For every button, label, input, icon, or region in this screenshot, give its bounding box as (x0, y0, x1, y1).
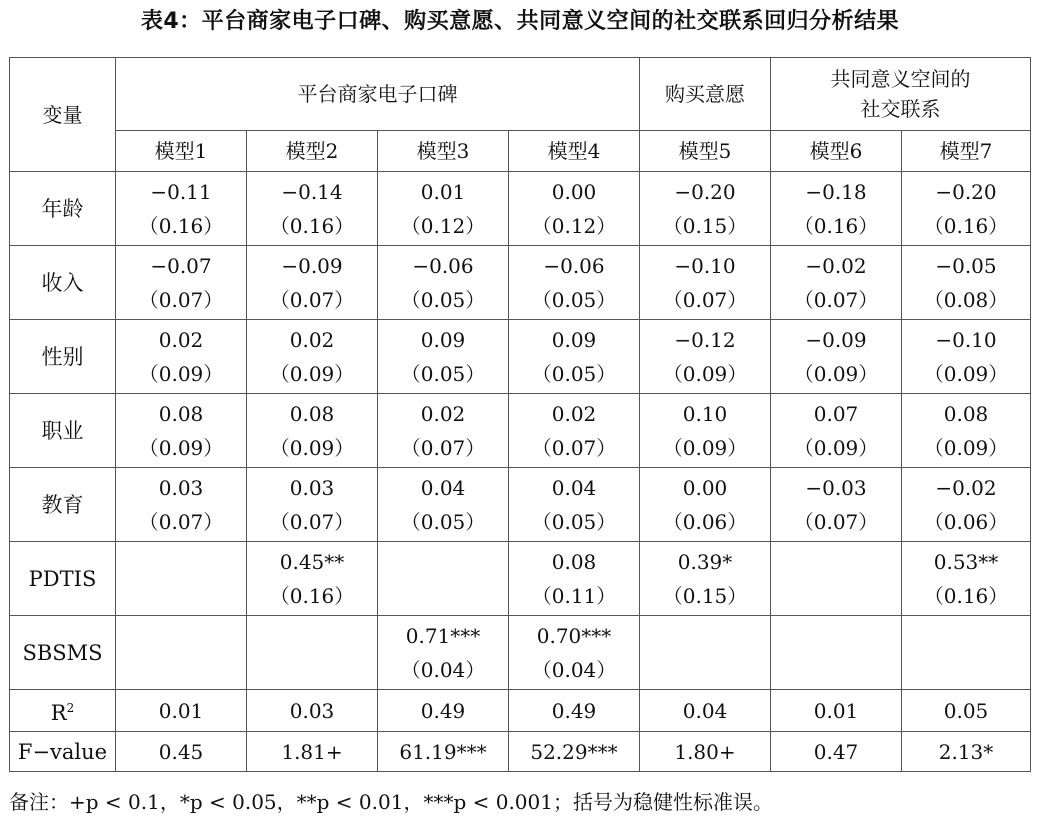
header-model-2: 模型2 (247, 131, 378, 172)
coefficient: 0.08 (551, 549, 597, 574)
table-cell (902, 394, 1031, 468)
r2-cell: 0.49 (509, 690, 640, 732)
header-group3-line2: 社交联系 (860, 97, 941, 121)
coefficient: 0.00 (682, 475, 728, 500)
standard-error (771, 653, 901, 687)
table-cell (247, 320, 378, 394)
coefficient (116, 619, 246, 653)
table-cell (116, 246, 247, 320)
coefficient: 0.09 (551, 327, 597, 352)
r2-cell: 0.05 (902, 690, 1031, 732)
fvalue-cell: 2.13* (902, 732, 1031, 772)
coefficient: −0.05 (935, 253, 997, 278)
row-label: SBSMS (10, 616, 116, 690)
standard-error: （0.07） (269, 509, 355, 534)
standard-error: （0.16） (138, 213, 224, 238)
coefficient: 0.02 (289, 327, 335, 352)
coefficient (771, 545, 901, 579)
row-label: 职业 (10, 394, 116, 468)
header-group-platform-ewom: 平台商家电子口碑 (116, 58, 640, 131)
coefficient: 0.03 (158, 475, 204, 500)
table-cell (378, 542, 509, 616)
table-cell (640, 394, 771, 468)
standard-error: （0.09） (269, 361, 355, 386)
table-row (10, 172, 1031, 246)
header-group-social-connection (771, 58, 1031, 131)
r2-base: R (50, 701, 67, 725)
standard-error: （0.08） (923, 287, 1009, 312)
standard-error (771, 579, 901, 613)
table-cell (509, 246, 640, 320)
table-cell (116, 468, 247, 542)
coefficient: 0.08 (943, 401, 989, 426)
standard-error: （0.07） (138, 509, 224, 534)
header-model-1: 模型1 (116, 131, 247, 172)
standard-error (247, 653, 377, 687)
coefficient: 0.08 (158, 401, 204, 426)
coefficient: 0.03 (289, 475, 335, 500)
table-cell (902, 320, 1031, 394)
header-model-6: 模型6 (771, 131, 902, 172)
standard-error: （0.16） (793, 213, 879, 238)
standard-error: （0.16） (923, 213, 1009, 238)
coefficient: −0.20 (674, 179, 736, 204)
r2-cell: 0.01 (116, 690, 247, 732)
coefficient: −0.09 (281, 253, 343, 278)
standard-error: （0.11） (531, 583, 617, 608)
coefficient: 0.70*** (536, 623, 612, 648)
coefficient: 0.07 (813, 401, 859, 426)
r2-cell: 0.03 (247, 690, 378, 732)
coefficient: 0.01 (420, 179, 466, 204)
table-cell (640, 320, 771, 394)
coefficient: 0.02 (420, 401, 466, 426)
table-cell (509, 468, 640, 542)
table-row (10, 320, 1031, 394)
table-cell (247, 468, 378, 542)
standard-error: （0.07） (269, 287, 355, 312)
standard-error: （0.09） (923, 435, 1009, 460)
standard-error: （0.07） (531, 435, 617, 460)
row-label: 教育 (10, 468, 116, 542)
standard-error: （0.16） (269, 213, 355, 238)
table-note: 备注：+p < 0.1，*p < 0.05，**p < 0.01，***p < 0.001；括号为稳健性标准误。 (9, 790, 773, 814)
r2-cell: 0.01 (771, 690, 902, 732)
row-label: 年龄 (10, 172, 116, 246)
standard-error: （0.15） (662, 583, 748, 608)
coefficient: −0.10 (935, 327, 997, 352)
coefficient: 0.02 (158, 327, 204, 352)
coefficient: 0.04 (551, 475, 597, 500)
standard-error: （0.15） (662, 213, 748, 238)
table-cell (247, 394, 378, 468)
standard-error (640, 653, 770, 687)
standard-error: （0.07） (793, 287, 879, 312)
table-cell (116, 542, 247, 616)
coefficient: −0.10 (674, 253, 736, 278)
coefficient (640, 619, 770, 653)
standard-error: （0.07） (662, 287, 748, 312)
table-cell (509, 172, 640, 246)
coefficient: −0.12 (674, 327, 736, 352)
table-cell (247, 616, 378, 690)
table-cell (378, 616, 509, 690)
coefficient: −0.03 (805, 475, 867, 500)
table-cell (640, 542, 771, 616)
fvalue-cell: 0.47 (771, 732, 902, 772)
standard-error: （0.16） (923, 583, 1009, 608)
table-cell (771, 246, 902, 320)
table-cell (378, 172, 509, 246)
table-cell (116, 172, 247, 246)
standard-error: （0.07） (138, 287, 224, 312)
coefficient (247, 619, 377, 653)
coefficient (902, 619, 1030, 653)
header-model-7: 模型7 (902, 131, 1031, 172)
table-cell (509, 320, 640, 394)
table-cell (640, 616, 771, 690)
table-cell (378, 320, 509, 394)
table-cell (247, 246, 378, 320)
header-variable: 变量 (10, 58, 116, 172)
regression-table (9, 57, 1031, 772)
coefficient: −0.20 (935, 179, 997, 204)
standard-error: （0.07） (793, 509, 879, 534)
table-cell (247, 172, 378, 246)
table-row (10, 246, 1031, 320)
coefficient: −0.09 (805, 327, 867, 352)
standard-error: （0.09） (793, 361, 879, 386)
fvalue-cell: 52.29*** (509, 732, 640, 772)
r2-cell: 0.04 (640, 690, 771, 732)
row-label-r2 (10, 690, 116, 732)
coefficient (771, 619, 901, 653)
coefficient: 0.71*** (405, 623, 481, 648)
standard-error: （0.16） (269, 583, 355, 608)
table-cell (771, 394, 902, 468)
table-cell (902, 172, 1031, 246)
standard-error: （0.05） (531, 361, 617, 386)
coefficient: 0.04 (420, 475, 466, 500)
coefficient: −0.02 (805, 253, 867, 278)
row-label: 收入 (10, 246, 116, 320)
standard-error: （0.12） (400, 213, 486, 238)
standard-error: （0.09） (269, 435, 355, 460)
table-title: 表4：平台商家电子口碑、购买意愿、共同意义空间的社交联系回归分析结果 (140, 9, 900, 34)
standard-error (378, 579, 508, 613)
coefficient: 0.09 (420, 327, 466, 352)
row-label: PDTIS (10, 542, 116, 616)
table-cell (902, 542, 1031, 616)
table-row (10, 394, 1031, 468)
standard-error: （0.09） (138, 435, 224, 460)
table-cell (378, 246, 509, 320)
standard-error (902, 653, 1030, 687)
fvalue-cell: 61.19*** (378, 732, 509, 772)
standard-error: （0.05） (531, 287, 617, 312)
header-group-purchase-intention: 购买意愿 (640, 58, 771, 131)
table-cell (116, 616, 247, 690)
standard-error (116, 579, 246, 613)
standard-error: （0.05） (400, 287, 486, 312)
header-model-4: 模型4 (509, 131, 640, 172)
coefficient: 0.00 (551, 179, 597, 204)
table-cell (509, 542, 640, 616)
coefficient (116, 545, 246, 579)
table-row (10, 468, 1031, 542)
table-cell (116, 320, 247, 394)
table-cell (902, 616, 1031, 690)
fvalue-cell: 1.81+ (247, 732, 378, 772)
row-label-fvalue: F−value (10, 732, 116, 772)
coefficient: −0.18 (805, 179, 867, 204)
coefficient: 0.08 (289, 401, 335, 426)
table-cell (640, 468, 771, 542)
standard-error: （0.09） (138, 361, 224, 386)
table-row-r2 (10, 690, 1031, 732)
r2-superscript: 2 (66, 701, 75, 715)
standard-error: （0.05） (400, 361, 486, 386)
standard-error: （0.12） (531, 213, 617, 238)
standard-error: （0.06） (662, 509, 748, 534)
table-cell (771, 542, 902, 616)
coefficient: −0.06 (412, 253, 474, 278)
row-label: 性别 (10, 320, 116, 394)
coefficient (378, 545, 508, 579)
table-cell (902, 468, 1031, 542)
table-cell (771, 320, 902, 394)
standard-error: （0.04） (400, 657, 486, 682)
fvalue-cell: 1.80+ (640, 732, 771, 772)
header-model-5: 模型5 (640, 131, 771, 172)
table-cell (509, 394, 640, 468)
table-cell (902, 246, 1031, 320)
standard-error (116, 653, 246, 687)
header-model-row (10, 131, 1031, 172)
table-cell (640, 246, 771, 320)
coefficient: −0.06 (543, 253, 605, 278)
header-model-3: 模型3 (378, 131, 509, 172)
coefficient: −0.02 (935, 475, 997, 500)
standard-error: （0.09） (923, 361, 1009, 386)
standard-error: （0.09） (793, 435, 879, 460)
table-cell (509, 616, 640, 690)
table-cell (247, 542, 378, 616)
standard-error: （0.05） (400, 509, 486, 534)
table-row (10, 542, 1031, 616)
standard-error: （0.05） (531, 509, 617, 534)
r2-cell: 0.49 (378, 690, 509, 732)
coefficient: −0.11 (150, 179, 212, 204)
coefficient: −0.14 (281, 179, 343, 204)
coefficient: 0.45** (279, 549, 345, 574)
coefficient: −0.07 (150, 253, 212, 278)
table-row (10, 616, 1031, 690)
coefficient: 0.53** (933, 549, 999, 574)
coefficient: 0.02 (551, 401, 597, 426)
coefficient: 0.10 (682, 401, 728, 426)
standard-error: （0.09） (662, 361, 748, 386)
table-cell (771, 468, 902, 542)
fvalue-cell: 0.45 (116, 732, 247, 772)
standard-error: （0.09） (662, 435, 748, 460)
header-group3-line1: 共同意义空间的 (830, 67, 971, 91)
table-cell (116, 394, 247, 468)
table-row-fvalue (10, 732, 1031, 772)
table-cell (640, 172, 771, 246)
standard-error: （0.07） (400, 435, 486, 460)
table-cell (378, 468, 509, 542)
standard-error: （0.06） (923, 509, 1009, 534)
table-cell (771, 172, 902, 246)
table-cell (771, 616, 902, 690)
coefficient: 0.39* (677, 549, 733, 574)
table-cell (378, 394, 509, 468)
standard-error: （0.04） (531, 657, 617, 682)
